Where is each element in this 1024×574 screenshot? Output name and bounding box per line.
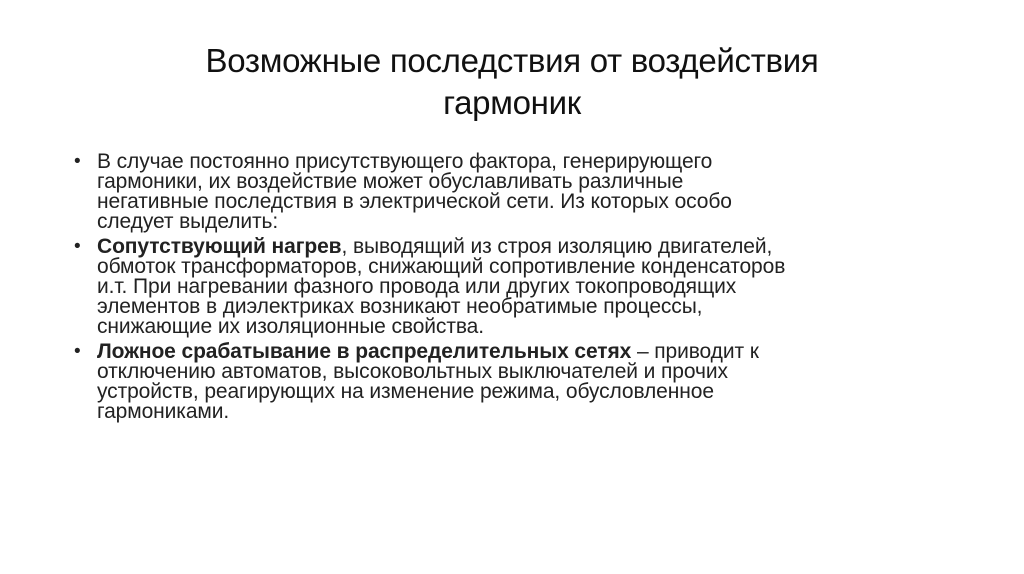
bullet-3-bold-term: Ложное срабатывание в распределительных сетях: [97, 340, 632, 363]
bullet-2-line-1: [97, 237, 950, 257]
bullet-icon: •: [74, 341, 81, 362]
bullet-3-line-4: гармониками.: [97, 400, 230, 423]
bullet-item-2: [70, 237, 950, 337]
bullet-2-line-2: обмоток трансформаторов, снижающий сопротивление конденсаторов: [97, 255, 786, 278]
bullet-1-line-3: негативные последствия в электрической сети. Из которых особо: [97, 190, 732, 213]
bullet-1-line-2: гармоники, их воздействие может обуславливать различные: [97, 170, 684, 193]
bullet-icon: •: [74, 236, 81, 257]
bullet-list: [70, 152, 950, 427]
title-line-2: гармоник: [443, 84, 581, 121]
bullet-icon: •: [74, 151, 81, 172]
bullet-2-bold-term: Сопутствующий нагрев: [97, 235, 342, 258]
bullet-3-line-2: отключению автоматов, высоковольтных выключателей и прочих: [97, 360, 728, 383]
bullet-2-first-text: , выводящий из строя изоляцию двигателей,: [341, 235, 773, 258]
bullet-3-first-text: – приводит к: [631, 340, 759, 363]
bullet-3-line-3: устройств, реагирующих на изменение режима, обусловленное: [97, 380, 714, 403]
bullet-item-1: [70, 152, 950, 232]
slide-title: [120, 40, 904, 124]
bullet-item-3: [70, 342, 950, 422]
bullet-1-line-1: В случае постоянно присутствующего фактора, генерирующего: [97, 150, 713, 173]
title-line-1: Возможные последствия от воздействия: [205, 42, 819, 79]
bullet-2-line-5: снижающие их изоляционные свойства.: [97, 315, 484, 338]
bullet-2-line-3: и.т. При нагревании фазного провода или других токопроводящих: [97, 275, 737, 298]
bullet-3-line-1: [97, 342, 950, 362]
bullet-2-line-4: элементов в диэлектриках возникают необратимые процессы,: [97, 295, 703, 318]
bullet-1-line-4: следует выделить:: [97, 210, 279, 233]
